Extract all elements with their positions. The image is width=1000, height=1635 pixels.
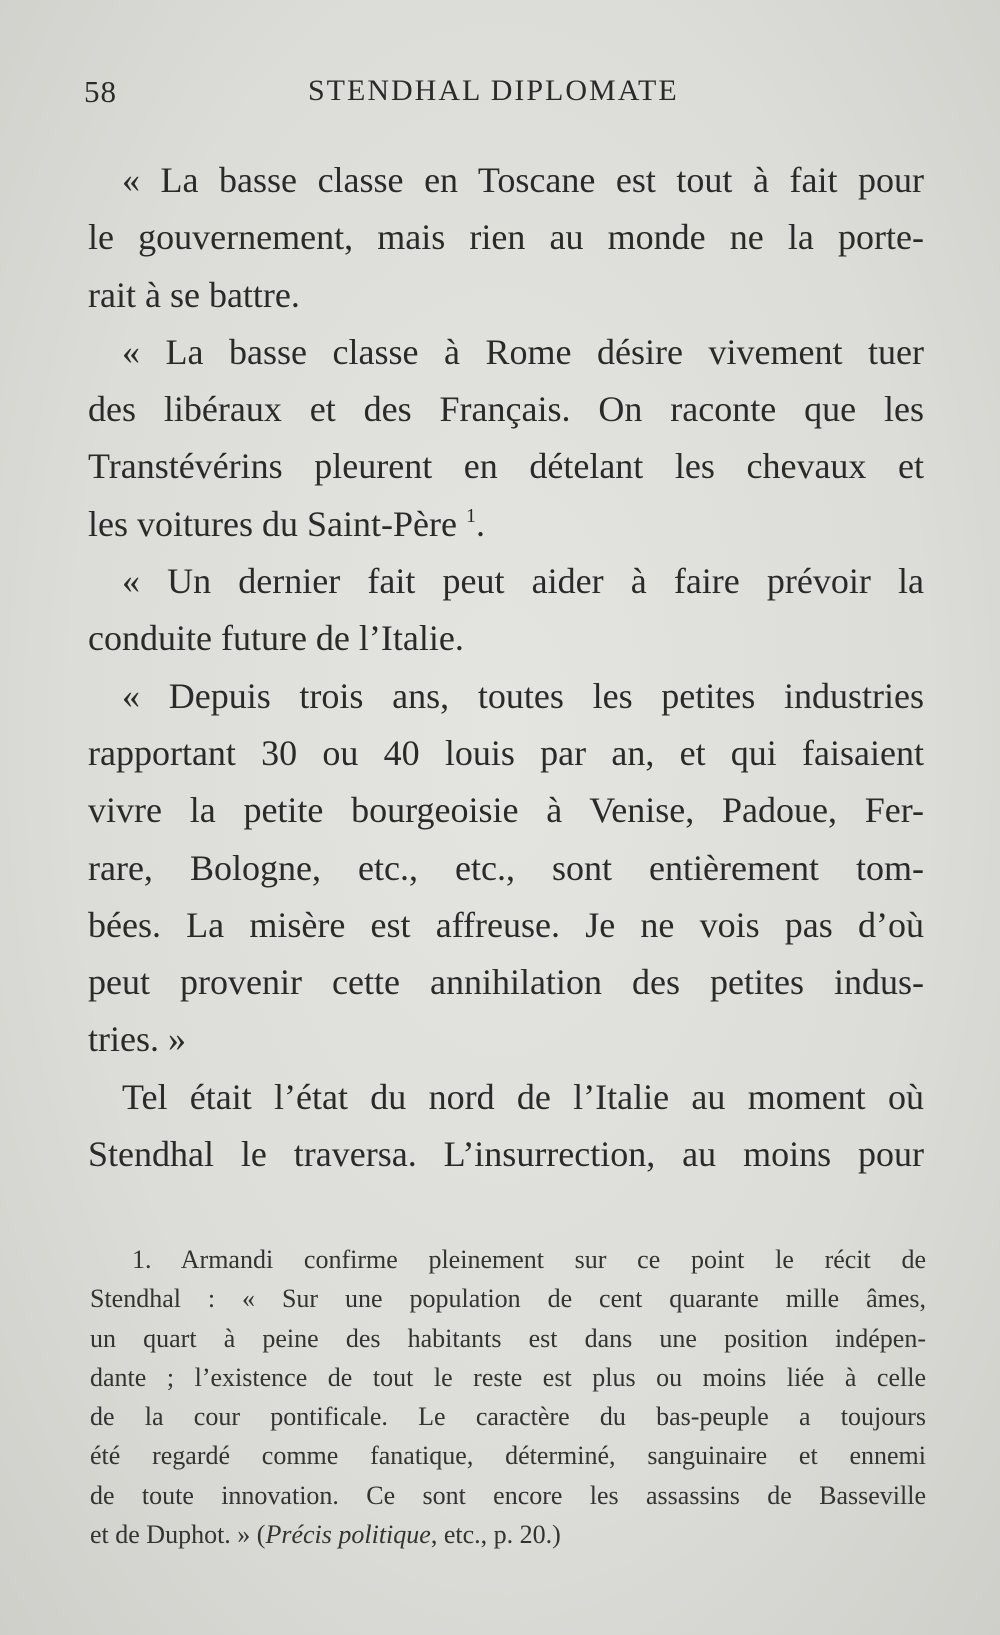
footnote-line: de toute innovation. Ce sont encore les assassins de Basseville bbox=[90, 1480, 926, 1510]
text-line: rare, Bologne, etc., etc., sont entièrement tom- bbox=[88, 847, 924, 888]
text-line: rapportant 30 ou 40 louis par an, et qui faisaient bbox=[88, 732, 924, 773]
footnote-citation-title: Précis politique bbox=[265, 1520, 431, 1550]
text-line: Tel était l’état du nord de l’Italie au moment où bbox=[122, 1076, 924, 1117]
footnote-text: , etc., p. 20.) bbox=[430, 1520, 561, 1550]
text-line: Transtévérins pleurent en dételant les chevaux et bbox=[88, 446, 924, 487]
text-line: tries. » bbox=[88, 1019, 186, 1060]
footnote-line: 1. Armandi confirme pleinement sur ce point le récit de bbox=[132, 1245, 926, 1274]
footnote-line: de la cour pontificale. Le caractère du bas-peuple a toujours bbox=[90, 1402, 926, 1432]
text-line: « Depuis trois ans, toutes les petites industries bbox=[122, 675, 924, 716]
footnote-line: dante ; l’existence de tout le reste est plus ou moins liée à celle bbox=[90, 1362, 926, 1392]
text-line: Stendhal le traversa. L’insurrection, au moins pour bbox=[88, 1134, 924, 1175]
text-line: peut provenir cette annihilation des petites indus- bbox=[88, 962, 924, 1003]
running-title: STENDHAL DIPLOMATE bbox=[308, 74, 679, 107]
text-line: bées. La misère est affreuse. Je ne vois pas d’où bbox=[88, 904, 924, 945]
text-line: conduite future de l’Italie. bbox=[88, 618, 464, 659]
running-head bbox=[84, 74, 926, 114]
footnote-reference: 1 bbox=[465, 504, 476, 527]
text-line: « La basse classe en Toscane est tout à fait pour bbox=[122, 160, 924, 200]
footnote-line: un quart à peine des habitants est dans une position indépen- bbox=[90, 1323, 926, 1353]
text-line: le gouvernement, mais rien au monde ne la porte- bbox=[88, 217, 924, 258]
text-line: « Un dernier fait peut aider à faire prévoir la bbox=[122, 561, 924, 602]
footnote-last-line bbox=[90, 1515, 926, 1554]
text-line: « La basse classe à Rome désire vivement tuer bbox=[122, 331, 924, 372]
footnote-line: Stendhal : « Sur une population de cent quarante mille âmes, bbox=[90, 1284, 926, 1314]
text-line-tail: . bbox=[475, 503, 485, 544]
footnote-text: et de Duphot. » ( bbox=[90, 1520, 266, 1550]
body-text bbox=[88, 152, 924, 1183]
text-line: rait à se battre. bbox=[88, 274, 300, 315]
text-line: vivre la petite bourgeoisie à Venise, Padoue, Fer- bbox=[88, 790, 924, 831]
text-line-content: les voitures du Saint-Père bbox=[88, 503, 457, 544]
page-number: 58 bbox=[84, 74, 117, 109]
footnote bbox=[90, 1240, 926, 1554]
text-line: des libéraux et des Français. On raconte que les bbox=[88, 389, 924, 430]
text-line-with-footnote-ref bbox=[88, 496, 924, 553]
footnote-line: été regardé comme fanatique, déterminé, sanguinaire et ennemi bbox=[90, 1441, 926, 1471]
